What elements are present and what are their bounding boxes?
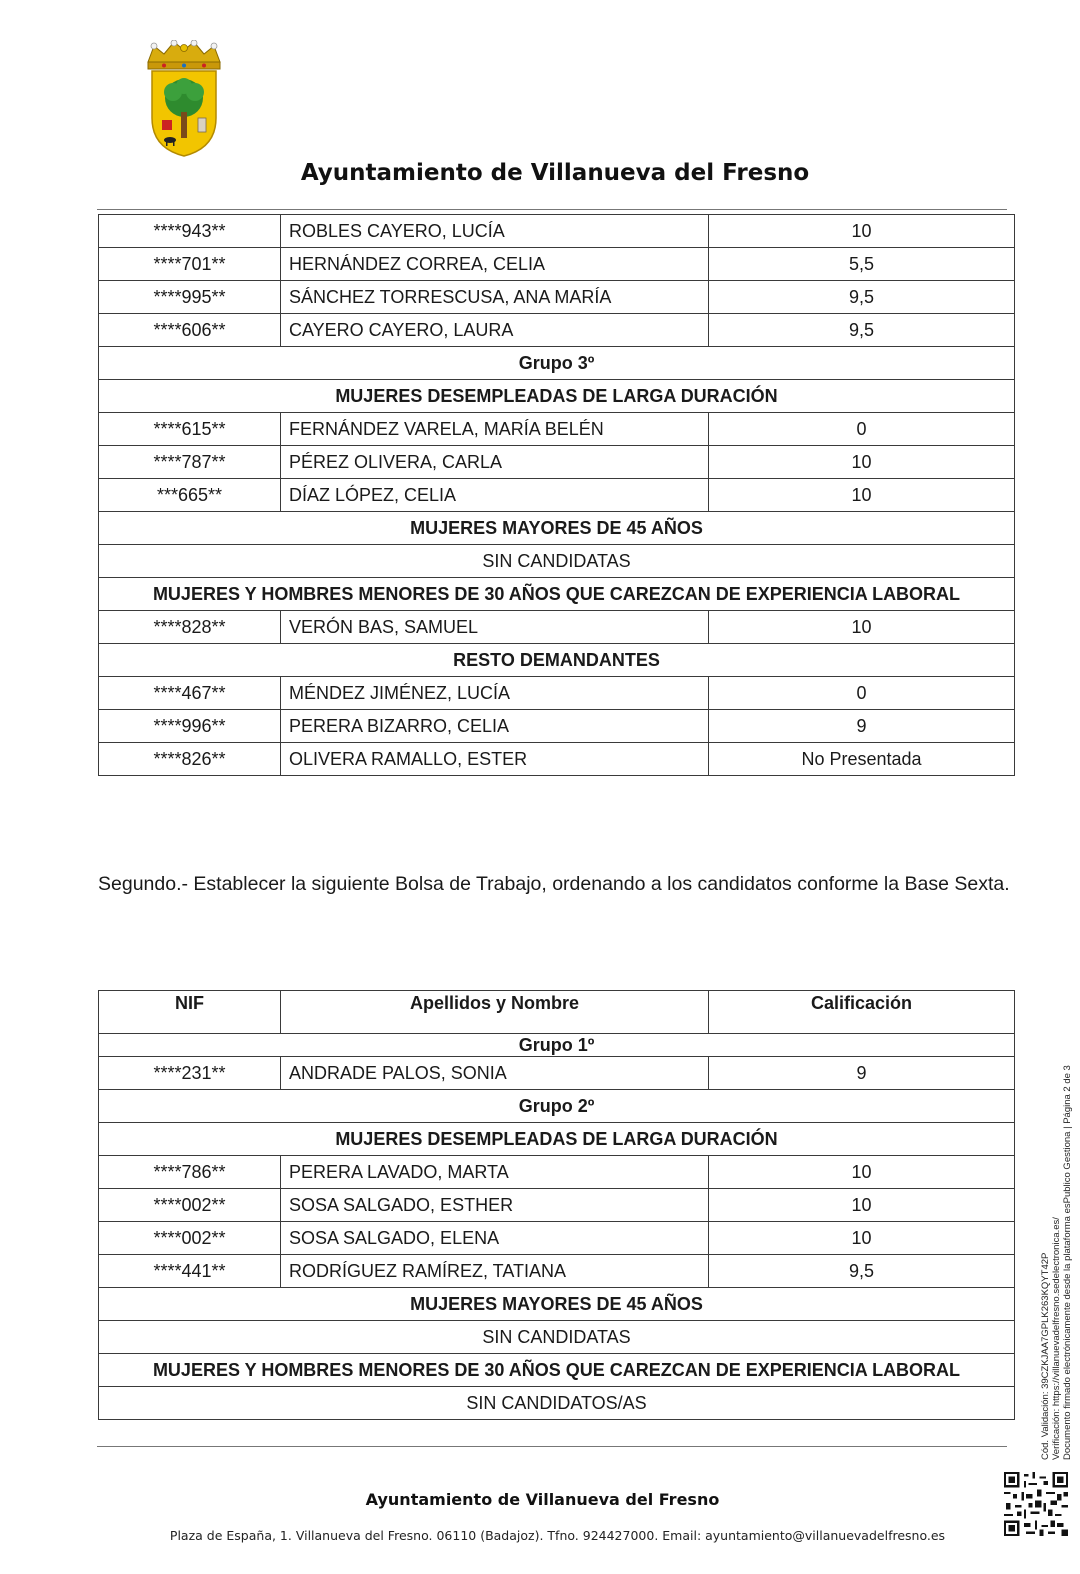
name-cell: VERÓN BAS, SAMUEL <box>281 611 709 644</box>
score-cell: 5,5 <box>709 248 1015 281</box>
score-cell: 0 <box>709 677 1015 710</box>
table-row <box>99 1189 1015 1222</box>
validation-sidebar <box>1040 980 1073 1460</box>
nif-cell: ****231** <box>99 1057 281 1090</box>
header-divider <box>97 209 1007 210</box>
nif-cell: ****467** <box>99 677 281 710</box>
group-heading-row <box>99 1288 1015 1321</box>
score-cell: 10 <box>709 1156 1015 1189</box>
name-cell: SÁNCHEZ TORRESCUSA, ANA MARÍA <box>281 281 709 314</box>
score-cell: 9 <box>709 1057 1015 1090</box>
name-cell: SOSA SALGADO, ELENA <box>281 1222 709 1255</box>
group-heading: Grupo 3º <box>99 347 1015 380</box>
score-cell: 10 <box>709 1189 1015 1222</box>
score-cell: 10 <box>709 611 1015 644</box>
score-cell: 10 <box>709 479 1015 512</box>
table-row <box>99 248 1015 281</box>
header-nif: NIF <box>99 991 281 1034</box>
group-heading: MUJERES Y HOMBRES MENORES DE 30 AÑOS QUE CAREZCAN DE EXPERIENCIA LABORAL <box>99 1354 1015 1387</box>
score-cell: No Presentada <box>709 743 1015 776</box>
note-text: SIN CANDIDATAS <box>99 1321 1015 1354</box>
name-cell: ANDRADE PALOS, SONIA <box>281 1057 709 1090</box>
name-cell: SOSA SALGADO, ESTHER <box>281 1189 709 1222</box>
header-name: Apellidos y Nombre <box>281 991 709 1034</box>
validation-code: Cód. Validación: 39CZKJAA7GPLK263KQYT42P <box>1040 1252 1051 1460</box>
score-cell: 9,5 <box>709 1255 1015 1288</box>
table-row <box>99 446 1015 479</box>
table-row <box>99 281 1015 314</box>
page-header-title: Ayuntamiento de Villanueva del Fresno <box>300 160 810 186</box>
table-row <box>99 1222 1015 1255</box>
nif-cell: ****787** <box>99 446 281 479</box>
note-text: SIN CANDIDATAS <box>99 545 1015 578</box>
name-cell: DÍAZ LÓPEZ, CELIA <box>281 479 709 512</box>
note-row <box>99 1387 1015 1420</box>
footer-address: Plaza de España, 1. Villanueva del Fresno. 06110 (Badajoz). Tfno. 924427000. Email: ayuntamiento@villanuevadelfresno.es <box>169 1528 946 1543</box>
group-heading-row <box>99 1123 1015 1156</box>
verification-url: Verificación: https://villanuevadelfresno.sedelectronica.es/ <box>1051 1217 1062 1460</box>
group-heading: RESTO DEMANDANTES <box>99 644 1015 677</box>
nif-cell: ****606** <box>99 314 281 347</box>
nif-cell: ****995** <box>99 281 281 314</box>
group-heading-row <box>99 1354 1015 1387</box>
table-row <box>99 677 1015 710</box>
job-pool-table <box>98 990 1015 1420</box>
table-row <box>99 1156 1015 1189</box>
name-cell: PERERA LAVADO, MARTA <box>281 1156 709 1189</box>
table-row <box>99 413 1015 446</box>
signature-note: Documento firmado electrónicamente desde la plataforma esPublico Gestiona | Página 2 de 3 <box>1062 1065 1073 1460</box>
table-row <box>99 479 1015 512</box>
group-heading-row <box>99 1090 1015 1123</box>
note-text: SIN CANDIDATOS/AS <box>99 1387 1015 1420</box>
name-cell: HERNÁNDEZ CORREA, CELIA <box>281 248 709 281</box>
score-cell: 9 <box>709 710 1015 743</box>
group-heading: MUJERES MAYORES DE 45 AÑOS <box>99 1288 1015 1321</box>
note-row <box>99 1321 1015 1354</box>
nif-cell: ****943** <box>99 215 281 248</box>
score-cell: 10 <box>709 446 1015 479</box>
table-row <box>99 215 1015 248</box>
group-heading: MUJERES MAYORES DE 45 AÑOS <box>99 512 1015 545</box>
note-row <box>99 545 1015 578</box>
nif-cell: ****701** <box>99 248 281 281</box>
nif-cell: ***665** <box>99 479 281 512</box>
nif-cell: ****441** <box>99 1255 281 1288</box>
nif-cell: ****828** <box>99 611 281 644</box>
name-cell: RODRÍGUEZ RAMÍREZ, TATIANA <box>281 1255 709 1288</box>
group-heading: MUJERES DESEMPLEADAS DE LARGA DURACIÓN <box>99 380 1015 413</box>
nif-cell: ****786** <box>99 1156 281 1189</box>
segundo-paragraph: Segundo.- Establecer la siguiente Bolsa de Trabajo, ordenando a los candidatos conforme la Base Sexta. <box>98 873 1010 895</box>
score-cell: 9,5 <box>709 314 1015 347</box>
group-heading-row <box>99 380 1015 413</box>
name-cell: OLIVERA RAMALLO, ESTER <box>281 743 709 776</box>
municipal-coat-of-arms-icon <box>140 40 228 158</box>
nif-cell: ****002** <box>99 1189 281 1222</box>
qr-code-icon <box>1004 1472 1068 1536</box>
name-cell: FERNÁNDEZ VARELA, MARÍA BELÉN <box>281 413 709 446</box>
name-cell: CAYERO CAYERO, LAURA <box>281 314 709 347</box>
table-row <box>99 1057 1015 1090</box>
nif-cell: ****996** <box>99 710 281 743</box>
nif-cell: ****002** <box>99 1222 281 1255</box>
group-heading: MUJERES DESEMPLEADAS DE LARGA DURACIÓN <box>99 1123 1015 1156</box>
name-cell: ROBLES CAYERO, LUCÍA <box>281 215 709 248</box>
candidates-table-continued <box>98 214 1015 776</box>
table-header-row <box>99 991 1015 1034</box>
name-cell: PÉREZ OLIVERA, CARLA <box>281 446 709 479</box>
table-row <box>99 314 1015 347</box>
group-heading-row <box>99 644 1015 677</box>
footer-title: Ayuntamiento de Villanueva del Fresno <box>365 1490 720 1509</box>
group-heading-row <box>99 1034 1015 1057</box>
score-cell: 10 <box>709 215 1015 248</box>
table-row <box>99 710 1015 743</box>
table-row <box>99 611 1015 644</box>
table-row <box>99 1255 1015 1288</box>
score-cell: 9,5 <box>709 281 1015 314</box>
name-cell: MÉNDEZ JIMÉNEZ, LUCÍA <box>281 677 709 710</box>
table-row <box>99 743 1015 776</box>
score-cell: 0 <box>709 413 1015 446</box>
nif-cell: ****826** <box>99 743 281 776</box>
group-heading: MUJERES Y HOMBRES MENORES DE 30 AÑOS QUE CAREZCAN DE EXPERIENCIA LABORAL <box>99 578 1015 611</box>
header-score: Calificación <box>709 991 1015 1034</box>
nif-cell: ****615** <box>99 413 281 446</box>
group-heading: Grupo 1º <box>99 1034 1015 1057</box>
group-heading-row <box>99 578 1015 611</box>
name-cell: PERERA BIZARRO, CELIA <box>281 710 709 743</box>
score-cell: 10 <box>709 1222 1015 1255</box>
footer-divider <box>97 1446 1007 1447</box>
group-heading-row <box>99 347 1015 380</box>
group-heading-row <box>99 512 1015 545</box>
group-heading: Grupo 2º <box>99 1090 1015 1123</box>
